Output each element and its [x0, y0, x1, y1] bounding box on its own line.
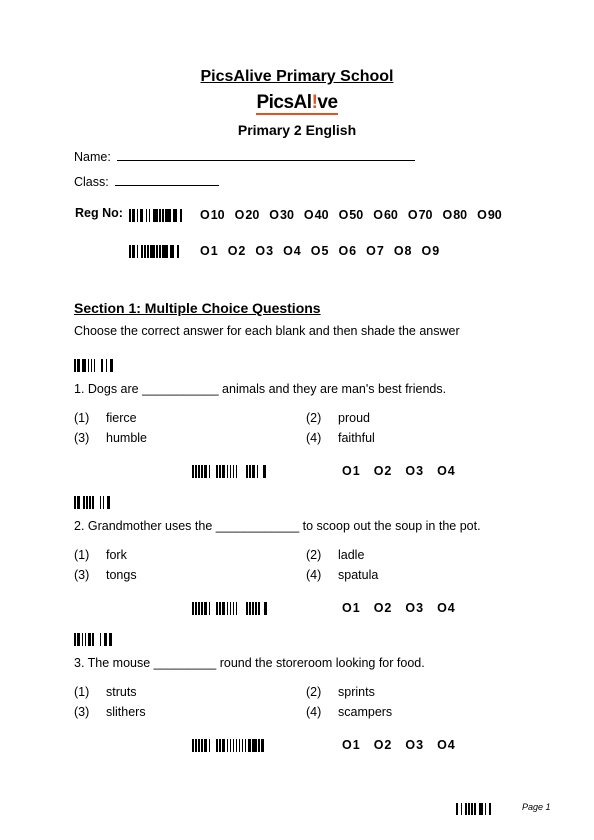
- q1-text: 1. Dogs are ___________ animals and they are man's best friends.: [74, 382, 447, 396]
- page-number: Page 1: [522, 802, 551, 812]
- q1-answer-bubble-2[interactable]: O 2: [374, 464, 392, 478]
- q1-answer-bubbles[interactable]: [328, 462, 455, 480]
- reg-tens-bubble-90[interactable]: O 90: [477, 208, 502, 222]
- q1-barcode: [74, 357, 113, 375]
- q2-option-2: (2) ladle: [306, 548, 365, 562]
- subject-title: Primary 2 English: [237, 122, 357, 138]
- reg-ones-bubble-2[interactable]: O 2: [228, 244, 246, 258]
- q1-answer-barcode: [192, 463, 267, 481]
- q2-answer-bubble-2[interactable]: O 2: [374, 601, 392, 615]
- footer-barcode: [456, 800, 491, 818]
- q3-option-1: (1) struts: [74, 685, 137, 699]
- q3-answer-bubble-3[interactable]: O 3: [405, 738, 423, 752]
- reg-tens-bubble-60[interactable]: O 60: [373, 208, 398, 222]
- reg-tens-bubble-80[interactable]: O 80: [442, 208, 467, 222]
- q2-barcode: [74, 494, 110, 512]
- q1-option-2: (2) proud: [306, 411, 370, 425]
- reg-ones-bubble-3[interactable]: O 3: [255, 244, 273, 258]
- q3-option-3: (3) slithers: [74, 705, 146, 719]
- reg-tens-barcode: [129, 207, 182, 225]
- school-logo: PicsAl!ve: [256, 92, 338, 113]
- q3-text: 3. The mouse _________ round the storeroom looking for food.: [74, 656, 425, 670]
- name-field[interactable]: [74, 148, 415, 164]
- q2-answer-bubble-3[interactable]: O 3: [405, 601, 423, 615]
- q3-option-2: (2) sprints: [306, 685, 375, 699]
- q1-answer-bubble-1[interactable]: O 1: [342, 464, 360, 478]
- q2-option-4: (4) spatula: [306, 568, 379, 582]
- reg-ones-bubble-9[interactable]: O 9: [422, 244, 440, 258]
- q1-option-3: (3) humble: [74, 431, 147, 445]
- reg-tens-bubble-30[interactable]: O 30: [269, 208, 294, 222]
- reg-tens-bubble-50[interactable]: O 50: [339, 208, 364, 222]
- q1-answer-bubble-4[interactable]: O 4: [437, 464, 455, 478]
- q3-option-4: (4) scampers: [306, 705, 393, 719]
- reg-tens-bubble-20[interactable]: O 20: [235, 208, 260, 222]
- q3-answer-barcode: [192, 737, 266, 755]
- q1-option-1: (1) fierce: [74, 411, 137, 425]
- reg-ones-bubble-7[interactable]: O 7: [366, 244, 384, 258]
- q2-text: 2. Grandmother uses the ____________ to scoop out the soup in the pot.: [74, 519, 481, 533]
- q2-answer-barcode: [192, 600, 269, 618]
- reg-no-label: Reg No:: [75, 206, 123, 220]
- reg-ones-barcode: [129, 243, 179, 261]
- q2-answer-bubble-1[interactable]: O 1: [342, 601, 360, 615]
- section-1-title: Section 1: Multiple Choice Questions: [74, 300, 321, 316]
- reg-tens-bubble-70[interactable]: O 70: [408, 208, 433, 222]
- q2-option-1: (1) fork: [74, 548, 127, 562]
- q3-answer-bubble-4[interactable]: O 4: [437, 738, 455, 752]
- school-title: PicsAlive Primary School: [200, 68, 394, 85]
- reg-ones-bubble-4[interactable]: O 4: [283, 244, 301, 258]
- q3-answer-bubble-1[interactable]: O 1: [342, 738, 360, 752]
- reg-tens-bubble-40[interactable]: O 40: [304, 208, 329, 222]
- q2-option-3: (3) tongs: [74, 568, 137, 582]
- q2-answer-bubbles[interactable]: [328, 599, 455, 617]
- reg-ones-bubbles[interactable]: [200, 242, 449, 260]
- name-label: Name:: [74, 150, 111, 164]
- q1-answer-bubble-3[interactable]: O 3: [405, 464, 423, 478]
- name-blank-line[interactable]: [117, 148, 415, 161]
- reg-ones-bubble-1[interactable]: O 1: [200, 244, 218, 258]
- q3-answer-bubble-2[interactable]: O 2: [374, 738, 392, 752]
- reg-ones-bubble-8[interactable]: O 8: [394, 244, 412, 258]
- q3-barcode: [74, 631, 112, 649]
- class-field[interactable]: [74, 173, 219, 189]
- reg-ones-bubble-5[interactable]: O 5: [311, 244, 329, 258]
- section-1-instruction: Choose the correct answer for each blank and then shade the answer: [74, 324, 460, 338]
- reg-tens-bubble-10[interactable]: O 10: [200, 208, 225, 222]
- q1-option-4: (4) faithful: [306, 431, 375, 445]
- class-label: Class:: [74, 175, 109, 189]
- q2-answer-bubble-4[interactable]: O 4: [437, 601, 455, 615]
- reg-tens-bubbles[interactable]: [200, 206, 512, 224]
- q3-answer-bubbles[interactable]: [328, 736, 455, 754]
- class-blank-line[interactable]: [115, 173, 219, 186]
- reg-ones-bubble-6[interactable]: O 6: [338, 244, 356, 258]
